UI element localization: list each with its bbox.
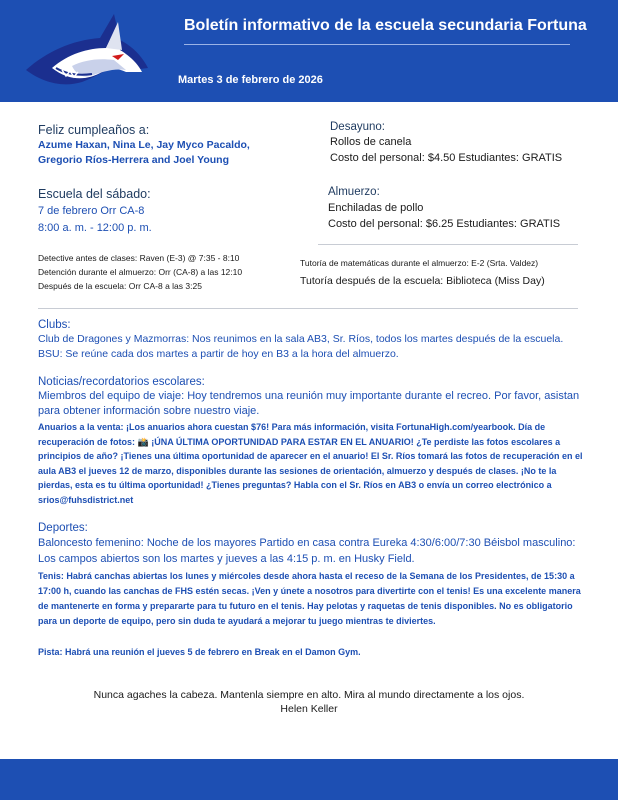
- saturday-school-heading: Escuela del sábado:: [38, 187, 151, 201]
- birthdays-line-1: Azume Haxan, Nina Le, Jay Myco Pacaldo,: [38, 139, 250, 151]
- after-school-tutoring: Tutoría después de la escuela: Biblioteca (Miss Day): [300, 275, 545, 287]
- footer-banner: [0, 759, 618, 800]
- breakfast-item: Rollos de canela: [330, 136, 412, 148]
- newsletter-date: Martes 3 de febrero de 2026: [178, 74, 323, 86]
- birthdays-line-2: Gregorio Ríos-Herrera and Joel Young: [38, 154, 229, 166]
- header-banner: [0, 0, 618, 102]
- travel-team-notice: Miembros del equipo de viaje: Hoy tendremos una reunión muy importante durante el recreo. Por favor, asistan para obtener información sobre nuestro viaje.: [38, 390, 580, 417]
- clubs-heading: Clubs:: [38, 319, 71, 331]
- sports-track: Pista: Habrá una reunión el jueves 5 de febrero en Break en el Damon Gym.: [38, 647, 361, 657]
- news-heading: Noticias/recordatorios escolares:: [38, 376, 205, 388]
- sports-basketball-baseball: Baloncesto femenino: Noche de los mayores Partido en casa contra Eureka 4:30/6:00/7:30 Béisbol masculino: Los campos abiertos son los martes y jueves a las 4:15 p. m. en Husky Field.: [38, 537, 576, 565]
- quote-author: Helen Keller: [280, 703, 338, 715]
- clubs-dnd: Club de Dragones y Mazmorras: Nos reunimos en la sala AB3, Sr. Ríos, todos los martes después de la escuela.: [38, 333, 564, 345]
- clubs-bsu: BSU: Se reúne cada dos martes a partir de hoy en B3 a la hora del almuerzo.: [38, 348, 399, 360]
- lunch-cost: Costo del personal: $6.25 Estudiantes: GRATIS: [328, 218, 561, 230]
- header-divider: [184, 44, 570, 45]
- math-tutoring: Tutoría de matemáticas durante el almuerzo: E-2 (Srta. Valdez): [300, 258, 539, 268]
- sports-heading: Deportes:: [38, 522, 88, 534]
- detention-morning: Detective antes de clases: Raven (E-3) @ 7:35 - 8:10: [38, 253, 240, 263]
- lunch-item: Enchiladas de pollo: [328, 202, 424, 214]
- saturday-school-time: 8:00 a. m. - 12:00 p. m.: [38, 222, 152, 234]
- quote-text: Nunca agaches la cabeza. Mantenla siempre en alto. Mira al mundo directamente a los ojos.: [93, 689, 525, 701]
- breakfast-heading: Desayuno:: [330, 121, 385, 133]
- sports-tennis: Tenis: Habrá canchas abiertas los lunes y miércoles desde ahora hasta el receso de la Semana de los Presidentes, de 15:30 a 17:00 h, cuando las canchas de FHS estén secas. ¡Ven y únete a nosotros para divertirte con el tenis! Es una excelente manera de mantenerte en forma y prepararte para tu futuro en el tenis. Hay pelotas y raquetas de tenis disponibles. No es obligatorio para un deporte de equipo, pero sin duda te ayudará a mejorar tu juego mientras te diviertes.: [38, 571, 581, 626]
- newsletter-title: Boletín informativo de la escuela secundaria Fortuna: [184, 17, 587, 34]
- breakfast-cost: Costo del personal: $4.50 Estudiantes: GRATIS: [330, 152, 563, 164]
- detention-after-school: Después de la escuela: Orr CA-8 a las 3:25: [38, 281, 202, 291]
- yearbook-notice: Anuarios a la venta: ¡Los anuarios ahora cuestan $76! Para más información, visita FortunaHigh.com/yearbook. Día de recuperación de fotos: 📸 ¡ÚNA ÚLTIMA OPORTUNIDAD PARA ESTAR EN EL ANUARIO! ¿Te perdiste las fotos escolares a principios de año? ¡Tienes una última oportunidad de aparecer en el anuario! El Sr. Ríos tomará las fotos de recuperación en el aula AB3 el jueves 12 de marzo, disponibles durante las sesiones de orientación, almuerzo y después de clases. ¡No te la pierdas, esta es tu última oportunidad! ¿Tienes preguntas? Habla con el Sr. Ríos en AB3 o envía un correo electrónico a srios@fuhsdistrict.net: [38, 422, 583, 505]
- section-divider: [38, 308, 578, 309]
- lunch-heading: Almuerzo:: [328, 186, 380, 198]
- wolf-mascot-logo-icon: [22, 10, 150, 96]
- detention-lunch: Detención durante el almuerzo: Orr (CA-8) a las 12:10: [38, 267, 243, 277]
- birthdays-heading: Feliz cumpleaños a:: [38, 123, 150, 137]
- lunch-divider: [318, 244, 578, 245]
- saturday-school-date: 7 de febrero Orr CA-8: [38, 205, 145, 217]
